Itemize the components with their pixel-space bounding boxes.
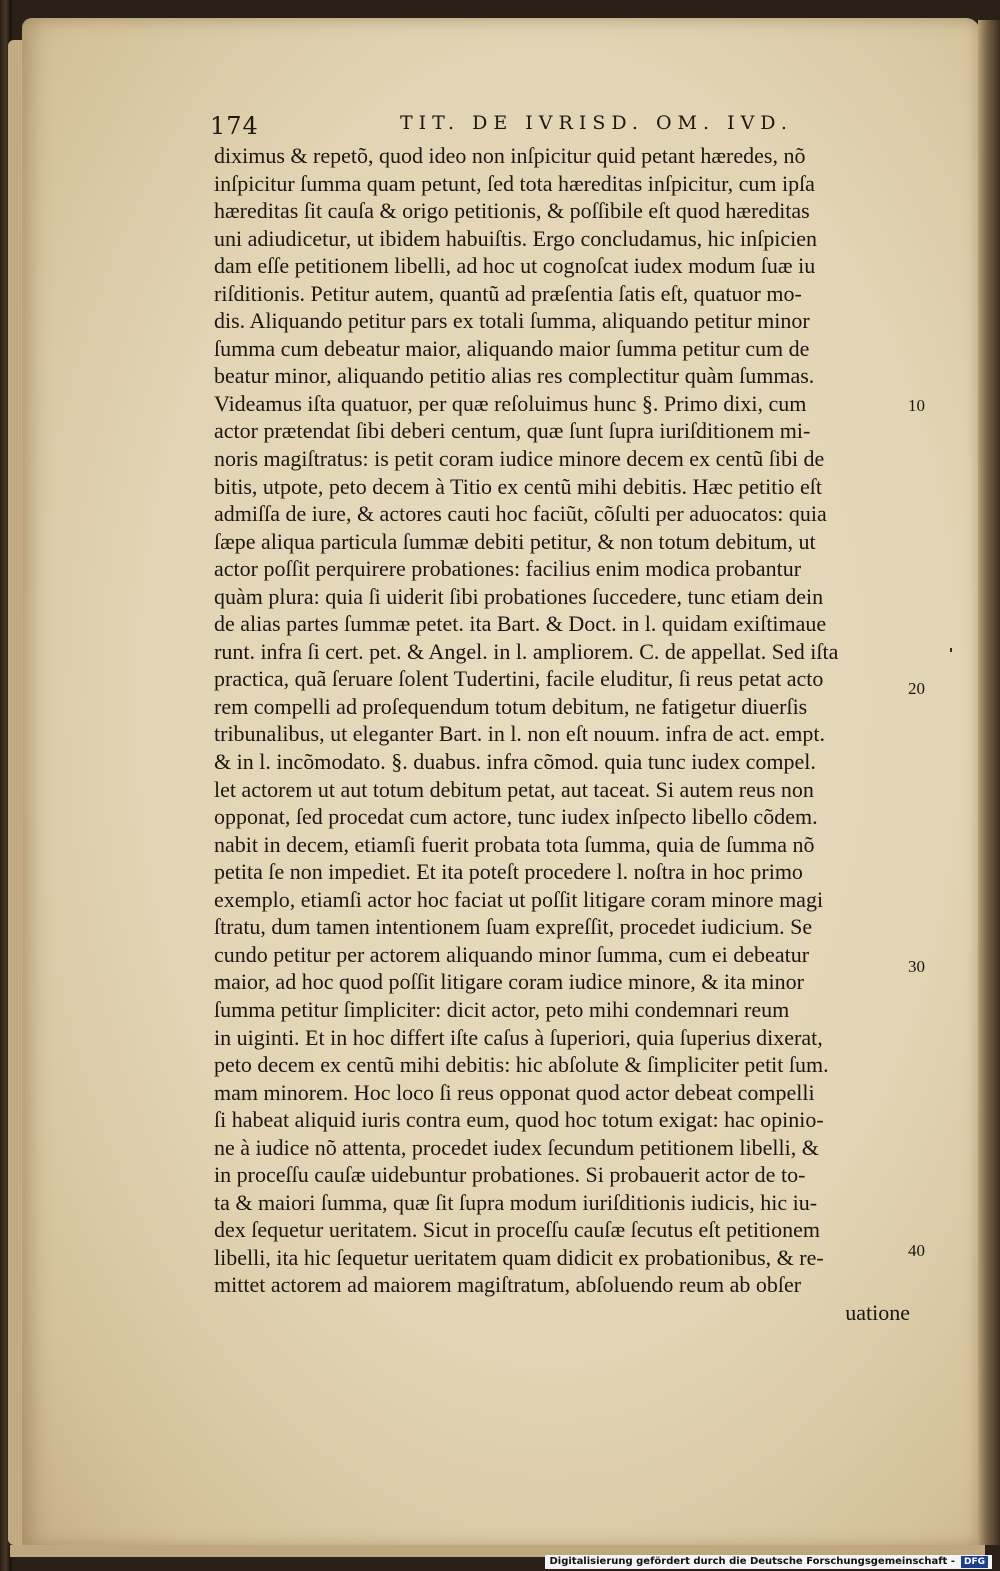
text-line: tribunalibus, ut eleganter Bart. in l. non eſt nouum. infra de act. empt.	[214, 721, 825, 747]
text-line: rem compelli ad proſequendum totum debitum, ne fatigetur diuerſis	[214, 693, 808, 719]
text-line: petita ſe non impediet. Et ita poteſt procedere l. noſtra in hoc primo	[214, 859, 803, 885]
catchword: uatione	[845, 1299, 910, 1325]
dfg-logo: DFG	[961, 1556, 988, 1568]
text-line: hæreditas ſit cauſa & origo petitionis, & poſſibile eſt quod hæreditas	[214, 198, 810, 224]
text-line: cundo petitur per actorem aliquando minor ſumma, cum ei debeatur	[214, 941, 810, 967]
text-line: ta & maiori ſumma, quæ ſit ſupra modum iuriſditionis iudicis, hic iu-	[214, 1189, 818, 1215]
text-line: ſtratu, dum tamen intentionem ſuam expreſſit, procedet iudicium. Se	[214, 914, 813, 940]
text-line: nabit in decem, etiamſi fuerit probata tota ſumma, quia de ſumma nõ	[214, 831, 815, 857]
text-line: inſpicitur ſumma quam petunt, ſed tota hæreditas inſpicitur, cum ipſa	[214, 170, 815, 196]
running-head: TIT. DE IVRISD. OM. IVD.	[400, 112, 793, 134]
text-line: ſumma cum debeatur maior, aliquando maior ſumma petitur cum de	[214, 335, 810, 361]
text-line: dam eſſe petitionem libelli, ad hoc ut cognoſcat iudex modum ſuæ iu	[214, 253, 816, 279]
text-line: dex ſequetur ueritatem. Sicut in proceſſu cauſæ ſecutus eſt petitionem	[214, 1217, 821, 1243]
text-line: beatur minor, aliquando petitio alias res complectitur quàm ſummas.	[214, 363, 815, 389]
text-line: mittet actorem ad maiorem magiſtratum, abſoluendo reum ab obſer	[214, 1272, 802, 1298]
text-line: mam minorem. Hoc loco ſi reus opponat quod actor debeat compelli	[214, 1079, 815, 1105]
text-line: maior, ad hoc quod poſſit litigare coram iudice minore, & ita minor	[214, 969, 804, 995]
text-line: ſumma petitur ſimpliciter: dicit actor, peto mihi condemnari reum	[214, 996, 790, 1022]
text-line: diximus & repetõ, quod ideo non inſpicitur quid petant hæredes, nõ	[214, 143, 806, 168]
text-line: ſi habeat aliquid iuris contra eum, quod hoc totum exigat: hac opinio-	[214, 1107, 824, 1133]
book-gutter-shadow	[978, 20, 1000, 1545]
text-line: ne à iudice nõ attenta, procedet iudex ſecundum petitionem libelli, &	[214, 1134, 819, 1160]
text-line: noris magiſtratus: is petit coram iudice minore decem ex centũ ſibi de	[214, 446, 825, 472]
text-line: in proceſſu cauſæ uidebuntur probationes. Si probauerit actor de to-	[214, 1162, 806, 1188]
text-line: in uiginti. Et in hoc differt iſte caſus à ſuperiori, quia ſuperius dixerat,	[214, 1024, 823, 1050]
text-line: practica, quã ſeruare ſolent Tudertini, facile eluditur, ſi reus petat acto	[214, 666, 824, 692]
text-line: riſditionis. Petitur autem, quantũ ad præſentia ſatis eſt, quatuor mo-	[214, 280, 802, 306]
text-line: quàm plura: quia ſi uiderit ſibi probationes ſuccedere, tunc etiam dein	[214, 583, 824, 609]
text-line: admiſſa de iure, & actores cauti hoc faciũt, cõſulti per aduocatos: quia	[214, 501, 827, 527]
text-line: ſæpe aliqua particula ſummæ debiti petitur, & non totum debitum, ut	[214, 528, 816, 554]
text-line: Videamus iſta quatuor, per quæ reſoluimus hunc §. Primo dixi, cum	[214, 390, 807, 416]
margin-line-number: 40	[908, 1241, 925, 1260]
margin-line-number: 20	[908, 679, 925, 698]
digitization-footer	[545, 1555, 992, 1569]
body-text	[214, 142, 910, 1327]
text-line: de alias partes ſummæ petet. ita Bart. & Doct. in l. quidam exiſtimaue	[214, 611, 827, 637]
margin-line-number: 10	[908, 396, 925, 415]
text-line: actor prætendat ſibi deberi centum, quæ ſunt ſupra iuriſditionem mi-	[214, 418, 811, 444]
text-line: opponat, ſed procedat cum actore, tunc iudex inſpecto libello cõdem.	[214, 804, 818, 830]
text-line: peto decem ex centũ mihi debitis: hic abſolute & ſimpliciter petit ſum.	[214, 1052, 829, 1078]
footer-credit-text: Digitalisierung gefördert durch die Deutsche Forschungsgemeinschaft -	[549, 1556, 955, 1567]
text-line: bitis, utpote, peto decem à Titio ex centũ mihi debitis. Hæc petitio eſt	[214, 473, 822, 499]
text-line: dis. Aliquando petitur pars ex totali ſumma, aliquando petitur minor	[214, 308, 810, 334]
text-line: actor poſſit perquirere probationes: facilius enim modica probantur	[214, 556, 802, 582]
margin-line-number: 30	[908, 957, 925, 976]
page-header	[210, 112, 793, 142]
ink-mark	[950, 648, 952, 652]
text-line: let actorem ut aut totum debitum petat, aut taceat. Si autem reus non	[214, 776, 814, 802]
text-line: runt. infra ſi cert. pet. & Angel. in l. ampliorem. C. de appellat. Sed iſta	[214, 638, 839, 664]
text-line: uni adiudicetur, ut ibidem habuiſtis. Ergo concludamus, hic inſpicien	[214, 225, 817, 251]
text-line: libelli, ita hic ſequetur ueritatem quam didicit ex probationibus, & re-	[214, 1244, 824, 1270]
page-number: 174	[210, 112, 259, 140]
text-line: & in l. incõmodato. §. duabus. infra cõmod. quia tunc iudex compel.	[214, 749, 816, 775]
text-line: exemplo, etiamſi actor hoc faciat ut poſſit litigare coram minore magi	[214, 886, 824, 912]
